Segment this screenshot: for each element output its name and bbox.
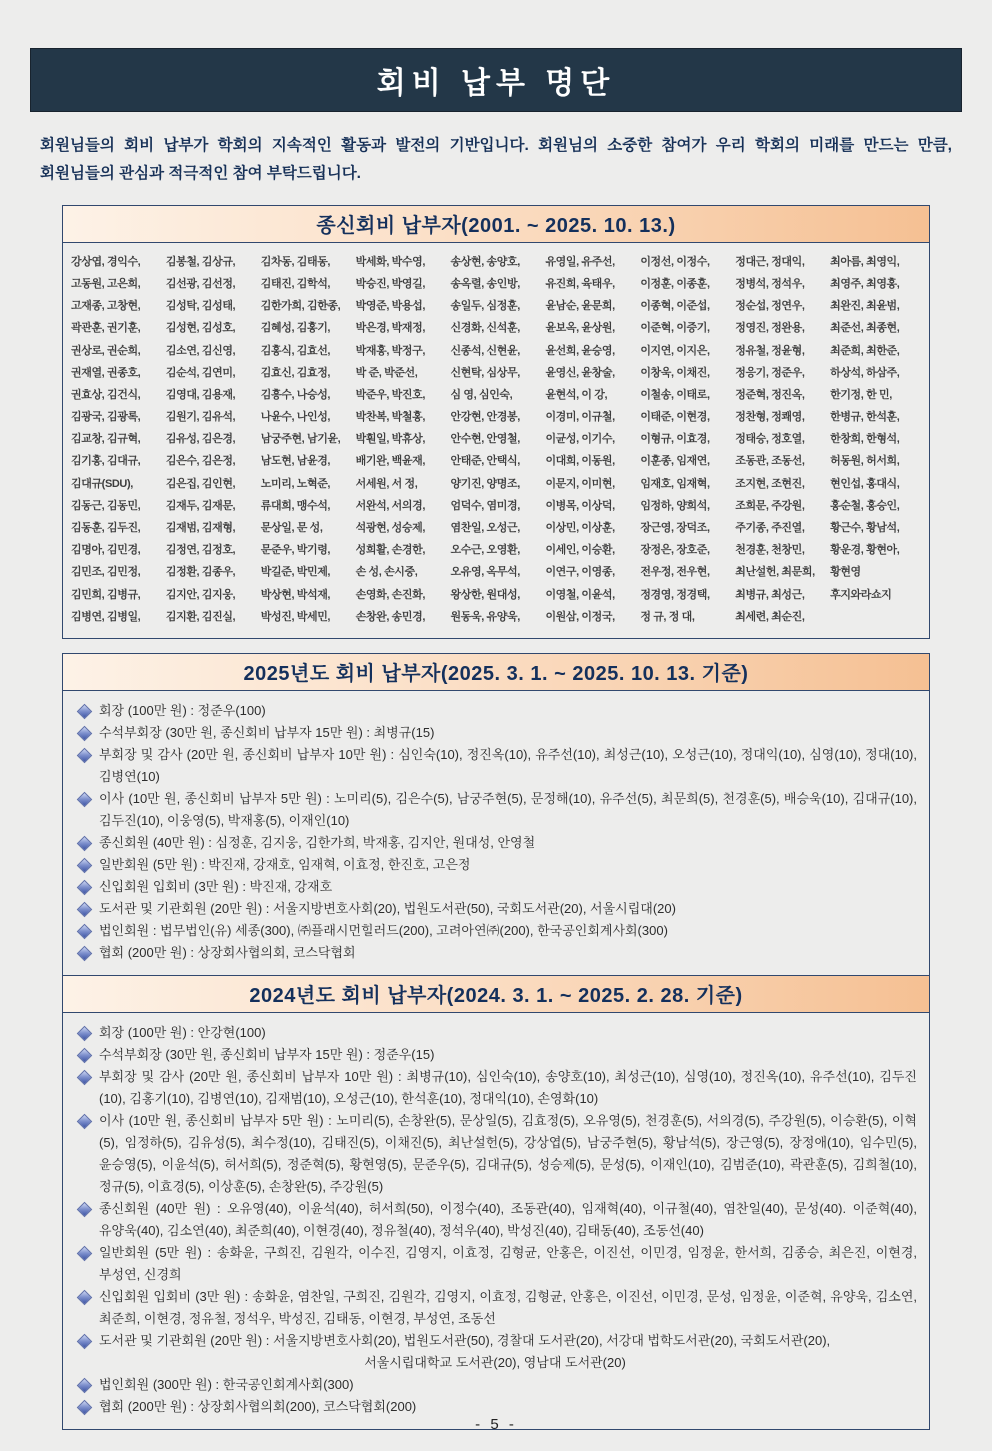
fee-list-item-text: 협회 (200만 원) : 상장회사협의회, 코스닥협회 bbox=[99, 944, 356, 960]
member-name-cell: 정응기, 정준우, bbox=[735, 366, 805, 379]
member-name-cell: 이균성, 이기수, bbox=[545, 433, 615, 446]
member-name-cell: 최난설헌, 최문희, bbox=[735, 566, 815, 579]
fee-list-item bbox=[73, 832, 917, 854]
member-name-cell: 안수현, 안영철, bbox=[450, 433, 520, 446]
member-name-cell: 박 준, 박준선, bbox=[355, 366, 418, 379]
member-name-cell: 김교창, 김규혁, bbox=[71, 433, 141, 446]
member-name-cell: 한창희, 한형석, bbox=[830, 433, 900, 446]
fee-list-item-text: 일반회원 (5만 원) : 송화윤, 구희진, 김원각, 이수진, 김영지, 이효정, 김형균, 안홍은, 이진선, 이민경, 임정윤, 한서희, 김종승, 최은진, 이현경, 부성연, 신경희 bbox=[99, 1244, 917, 1282]
member-name-cell: 나윤수, 나인성, bbox=[260, 411, 331, 424]
member-name-cell: 윤선희, 윤승영, bbox=[545, 344, 615, 357]
member-name-cell: 손영화, 손진화, bbox=[355, 588, 425, 601]
member-name-cell: 김민희, 김병규, bbox=[71, 588, 141, 601]
member-name-cell: 문상일, 문 성, bbox=[260, 522, 323, 535]
member-name-cell: 류대희, 맹수석, bbox=[260, 499, 331, 512]
member-name-cell: 이문지, 이미현, bbox=[545, 477, 615, 490]
member-name-cell: 양기진, 양명조, bbox=[450, 477, 520, 490]
member-name-cell: 이상민, 이상훈, bbox=[545, 522, 615, 535]
member-name-cell: 심 영, 심인숙, bbox=[450, 388, 513, 401]
member-name-cell: 김재범, 김재형, bbox=[165, 522, 236, 535]
diamond-bullet-icon bbox=[77, 1114, 93, 1130]
diamond-bullet-icon bbox=[77, 1290, 93, 1306]
fee-list-item bbox=[73, 700, 917, 722]
member-name-cell: 김소연, 김신영, bbox=[165, 344, 236, 357]
member-name-cell: 신종석, 신현윤, bbox=[450, 344, 520, 357]
diamond-bullet-icon bbox=[77, 880, 93, 896]
member-name-cell: 최영주, 최영홍, bbox=[830, 277, 900, 290]
member-name-cell: 주기종, 주진열, bbox=[735, 522, 805, 535]
member-name-cell: 엄덕수, 염미경, bbox=[450, 499, 520, 512]
fee-list-item-text: 신입회원 입회비 (3만 원) : 송화윤, 염찬일, 구희진, 김원각, 김영지, 이효정, 김형균, 안홍은, 이진선, 이민경, 문성, 임정윤, 이준혁, 유양욱, 김소연, 최준희, 이현경, 정유철, 정석우, 박성진, 김태동, 이현경, 부성연, 조동선 bbox=[99, 1288, 917, 1326]
member-name-cell: 송옥렬, 송인방, bbox=[450, 277, 520, 290]
member-name-cell: 김정환, 김종우, bbox=[165, 566, 236, 579]
member-name-cell: 정대근, 정대익, bbox=[735, 255, 805, 268]
member-name-cell: 이태준, 이현경, bbox=[640, 411, 710, 424]
member-name-cell: 오수근, 오영환, bbox=[450, 544, 520, 557]
member-name-cell: 정경영, 정경택, bbox=[640, 588, 710, 601]
member-name-cell: 황운경, 황현아, bbox=[830, 544, 900, 557]
member-name-cell: 박재홍, 박정구, bbox=[355, 344, 425, 357]
section-title-2025: 2025년도 회비 납부자(2025. 3. 1. ~ 2025. 10. 13. 기준) bbox=[243, 663, 749, 686]
fee-list-item bbox=[73, 744, 917, 788]
fee-list-item-continuation: 서울시립대학교 도서관(20), 영남대 도서관(20) bbox=[364, 1354, 626, 1370]
fee-list-item-text: 법인회원 : 법무법인(유) 세종(300), ㈜플래시먼힐러드(200), 고려아연㈜(200), 한국공인회계사회(300) bbox=[99, 922, 668, 938]
fee-list-item bbox=[73, 1066, 917, 1110]
fee-list-item bbox=[73, 1110, 917, 1198]
sections-container bbox=[62, 205, 930, 1430]
member-name-cell: 노미리, 노혁준, bbox=[260, 477, 331, 490]
member-name-cell: 권재열, 권종호, bbox=[71, 366, 141, 379]
member-name-cell: 이형규, 이효경, bbox=[640, 433, 710, 446]
member-name-cell: 천경훈, 천창민, bbox=[735, 544, 805, 557]
member-name-cell: 문준우, 박기령, bbox=[260, 544, 331, 557]
section-header-2025 bbox=[62, 653, 930, 691]
section-body-2024 bbox=[62, 1013, 930, 1430]
member-name-cell: 성희활, 손경한, bbox=[355, 544, 425, 557]
diamond-bullet-icon bbox=[77, 924, 93, 940]
fee-list-item-text: 신입회원 입회비 (3만 원) : 박진재, 강재호 bbox=[99, 878, 333, 894]
diamond-bullet-icon bbox=[77, 946, 93, 962]
member-name-cell: 최세련, 최순진, bbox=[735, 610, 805, 623]
fee-list-item bbox=[73, 1198, 917, 1242]
diamond-bullet-icon bbox=[77, 1400, 93, 1416]
section-title-2024: 2024년도 회비 납부자(2024. 3. 1. ~ 2025. 2. 28. 기준) bbox=[249, 985, 743, 1008]
intro-paragraph: 회원님들의 회비 납부가 학회의 지속적인 활동과 발전의 기반입니다. 회원님의 소중한 참여가 우리 학회의 미래를 만드는 만큼, 회원님들의 관심과 적극적인 참여 부탁드립니다. bbox=[40, 137, 952, 182]
diamond-bullet-icon bbox=[77, 1048, 93, 1064]
member-name-cell: 고동원, 고은희, bbox=[71, 277, 141, 290]
fee-list-item-text: 회장 (100만 원) : 안강현(100) bbox=[99, 1024, 266, 1040]
member-name-cell: 김재두, 김재문, bbox=[165, 499, 236, 512]
member-name-cell: 박은경, 박재정, bbox=[355, 322, 425, 335]
member-name-cell: 박승진, 박영길, bbox=[355, 277, 425, 290]
section-body-2025 bbox=[62, 691, 930, 976]
member-name-cell: 이영철, 이윤석, bbox=[545, 588, 615, 601]
member-name-cell: 정 규, 정 대, bbox=[640, 610, 695, 623]
member-name-cell: 현인섭, 홍대식, bbox=[830, 477, 900, 490]
member-name-cell: 안강현, 안경봉, bbox=[450, 411, 520, 424]
member-name-cell: 이철송, 이태로, bbox=[640, 388, 710, 401]
member-name-cell: 임정하, 양희석, bbox=[640, 499, 710, 512]
member-name-cell: 송일두, 심정훈, bbox=[450, 300, 520, 313]
member-name-cell: 최준선, 최종현, bbox=[830, 322, 900, 335]
page-number: - 5 - bbox=[475, 1416, 517, 1433]
fee-list-item-text: 수석부회장 (30만 원, 종신회비 납부자 15만 원) : 정준우(15) bbox=[99, 1046, 435, 1062]
fee-list-item-text: 이사 (10만 원, 종신회비 납부자 5만 원) : 노미리(5), 김은수(5), 남궁주현(5), 문정해(10), 유주선(5), 최문희(5), 천경훈(5), 배승욱(10), 김대규(10), 김두진(10), 이웅영(5), 박재홍(5), 이재인(10) bbox=[99, 790, 917, 828]
diamond-bullet-icon bbox=[77, 792, 93, 808]
member-name-cell: 김광국, 김광록, bbox=[71, 411, 141, 424]
fee-list-item bbox=[73, 788, 917, 832]
fee-list-item-text: 종신회원 (40만 원) : 오유영(40), 이윤석(40), 허서희(50), 이정수(40), 조동관(40), 임재혁(40), 이규철(40), 염찬일(40), 문성(40). 이준혁(40), 유양욱(40), 김소연(40), 최준희(40), 이현경(40), 정유철(40), 정석우(40), 박성진(40), 김태동(40), 조동선(40) bbox=[99, 1200, 917, 1238]
member-name-cell: 이원삼, 이정국, bbox=[545, 610, 615, 623]
member-name-cell: 김유성, 김은경, bbox=[165, 433, 236, 446]
fee-list-item-text: 회장 (100만 원) : 정준우(100) bbox=[99, 702, 266, 718]
diamond-bullet-icon bbox=[77, 1202, 93, 1218]
member-name-cell: 정태승, 정호열, bbox=[735, 433, 805, 446]
section-title-lifetime: 종신회비 납부자(2001. ~ 2025. 10. 13.) bbox=[316, 215, 676, 238]
member-name-cell: 조희문, 주강원, bbox=[735, 499, 805, 512]
member-name-cell: 김선광, 김선정, bbox=[165, 277, 236, 290]
member-name-cell: 정병석, 정석우, bbox=[735, 277, 805, 290]
diamond-bullet-icon bbox=[77, 1026, 93, 1042]
member-name-cell: 김성탁, 김성태, bbox=[165, 300, 236, 313]
member-name-cell: 이경미, 이규철, bbox=[545, 411, 615, 424]
member-name-cell: 남도현, 남윤경, bbox=[260, 455, 331, 468]
member-name-cell: 강상엽, 경익수, bbox=[71, 255, 141, 268]
member-name-cell: 석광현, 성승제, bbox=[355, 522, 425, 535]
member-name-cell: 원동욱, 유양욱, bbox=[450, 610, 520, 623]
member-name-cell: 윤영신, 윤창술, bbox=[545, 366, 615, 379]
member-name-cell: 김명아, 김민경, bbox=[71, 544, 141, 557]
member-name-cell: 김정연, 김정호, bbox=[165, 544, 236, 557]
member-name-cell: 조지현, 조현진, bbox=[735, 477, 805, 490]
member-name-cell: 김순석, 김연미, bbox=[165, 366, 236, 379]
member-name-cell: 송상현, 송양호, bbox=[450, 255, 520, 268]
member-name-cell: 신경화, 신석훈, bbox=[450, 322, 520, 335]
fee-list-item bbox=[73, 1396, 917, 1418]
fee-list-item bbox=[73, 1242, 917, 1286]
member-name-cell: 신현탁, 심상무, bbox=[450, 366, 520, 379]
section-body-lifetime bbox=[62, 243, 930, 639]
member-name-cell: 박세화, 박수영, bbox=[355, 255, 425, 268]
fee-list-2025 bbox=[63, 691, 929, 975]
member-name-cell: 이훈종, 임재연, bbox=[640, 455, 710, 468]
member-name-cell: 윤보옥, 윤상원, bbox=[545, 322, 615, 335]
member-name-cell: 하상석, 하삼주, bbox=[830, 366, 900, 379]
member-name-cell: 김동훈, 김두진, bbox=[71, 522, 141, 535]
member-name-cell: 윤현석, 이 강, bbox=[545, 388, 608, 401]
diamond-bullet-icon bbox=[77, 704, 93, 720]
member-name-cell: 김동근, 김동민, bbox=[71, 499, 141, 512]
member-name-cell: 김지안, 김지웅, bbox=[165, 588, 236, 601]
fee-list-item bbox=[73, 1022, 917, 1044]
member-name-cell: 이정훈, 이종훈, bbox=[640, 277, 710, 290]
member-name-cell: 안태준, 안택식, bbox=[450, 455, 520, 468]
member-name-cell: 최완진, 최윤범, bbox=[830, 300, 900, 313]
member-name-cell: 권상로, 권순희, bbox=[71, 344, 141, 357]
member-name-cell: 배기완, 백윤재, bbox=[355, 455, 425, 468]
member-name-cell: 임재호, 임재혁, bbox=[640, 477, 710, 490]
section-gap bbox=[62, 639, 930, 653]
diamond-bullet-icon bbox=[77, 858, 93, 874]
member-name-cell: 이세인, 이승환, bbox=[545, 544, 615, 557]
member-name-cell: 김은수, 김은정, bbox=[165, 455, 236, 468]
fee-list-item-text: 도서관 및 기관회원 (20만 원) : 서울지방변호사회(20), 법원도서관(50), 국회도서관(20), 서울시립대(20) bbox=[99, 900, 676, 916]
fee-list-item bbox=[73, 1044, 917, 1066]
member-name-cell: 김대규(SDU), bbox=[71, 477, 133, 490]
member-name-cell: 김태진, 김학석, bbox=[260, 277, 331, 290]
member-name-cell: 김성현, 김성호, bbox=[165, 322, 236, 335]
member-name-cell: 박훤일, 박휴상, bbox=[355, 433, 425, 446]
member-name-cell: 정영진, 정완용, bbox=[735, 322, 805, 335]
member-name-cell: 최병규, 최성근, bbox=[735, 588, 805, 601]
member-name-cell: 황현영 bbox=[830, 566, 861, 579]
diamond-bullet-icon bbox=[77, 902, 93, 918]
fee-list-item-text: 이사 (10만 원, 종신회비 납부자 5만 원) : 노미리(5), 손창완(5), 문상일(5), 김효정(5), 오유영(5), 천경훈(5), 서의경(5), 주강원(5), 이승환(5), 이혁(5), 임정하(5), 김유성(5), 최수정(10), 김태진(5), 이채진(5), 최난설헌(5), 강상엽(5), 남궁주현(5), 황남석(5), 장근영(5), 장정애(10), 임수민(5), 윤승영(5), 이윤석(5), 허서희(5), 정준혁(5), 황현영(5), 문준우(5), 김대규(5), 성승제(5), 문성(5), 이재인(10), 김범준(10), 곽관훈(5), 김희철(10), 정규(5), 이효경(5), 이상훈(5), 손창완(5), 주강원(5) bbox=[99, 1112, 917, 1194]
member-name-cell: 정유철, 정윤형, bbox=[735, 344, 805, 357]
diamond-bullet-icon bbox=[77, 1334, 93, 1350]
fee-list-item bbox=[73, 942, 917, 964]
member-name-cell: 최아름, 최영익, bbox=[830, 255, 900, 268]
member-name-cell: 정준혁, 정진옥, bbox=[735, 388, 805, 401]
member-name-cell: 김봉철, 김상규, bbox=[165, 255, 236, 268]
fee-list-item-text: 도서관 및 기관회원 (20만 원) : 서울지방변호사회(20), 법원도서관(50), 경찰대 도서관(20), 서강대 법학도서관(20), 국회도서관(20), bbox=[99, 1332, 831, 1348]
member-name-cell: 김영대, 김용재, bbox=[165, 388, 236, 401]
member-name-cell: 이지연, 이지은, bbox=[640, 344, 710, 357]
member-name-cell: 김병연, 김병일, bbox=[71, 610, 141, 623]
member-name-cell: 남궁주현, 남기윤, bbox=[260, 433, 341, 446]
member-name-cell: 윤남순, 윤문희, bbox=[545, 300, 615, 313]
fee-list-item bbox=[73, 1374, 917, 1396]
member-name-cell: 김은집, 김인현, bbox=[165, 477, 236, 490]
member-name-cell: 최준희, 최한준, bbox=[830, 344, 900, 357]
diamond-bullet-icon bbox=[77, 1246, 93, 1262]
member-name-cell: 유진희, 육태우, bbox=[545, 277, 615, 290]
member-name-cell: 이종혁, 이준섭, bbox=[640, 300, 710, 313]
member-name-cell: 박찬복, 박철홍, bbox=[355, 411, 425, 424]
member-name-cell: 박영준, 박용섭, bbox=[355, 300, 425, 313]
diamond-bullet-icon bbox=[77, 836, 93, 852]
member-name-cell: 정찬형, 정쾌영, bbox=[735, 411, 805, 424]
member-name-cell: 권효상, 김건식, bbox=[71, 388, 141, 401]
member-name-cell: 김혜성, 김홍기, bbox=[260, 322, 331, 335]
member-name-cell: 후지와라쇼지 bbox=[830, 588, 892, 601]
fee-list-item-text: 법인회원 (300만 원) : 한국공인회계사회(300) bbox=[99, 1376, 354, 1392]
page-title: 회비 납부 명단 bbox=[376, 67, 616, 100]
member-name-cell: 김원기, 김유석, bbox=[165, 411, 236, 424]
member-name-cell: 전우정, 전우현, bbox=[640, 566, 710, 579]
fee-list-item bbox=[73, 898, 917, 920]
fee-list-item bbox=[73, 854, 917, 876]
member-name-cell: 한병규, 한석훈, bbox=[830, 411, 900, 424]
section-header-lifetime bbox=[62, 205, 930, 243]
member-name-cell: 고재종, 고창현, bbox=[71, 300, 141, 313]
fee-list-item bbox=[73, 722, 917, 744]
member-name-cell: 홍순철, 홍승인, bbox=[830, 499, 900, 512]
member-name-cell: 김민조, 김민정, bbox=[71, 566, 141, 579]
member-name-cell: 김차동, 김태동, bbox=[260, 255, 331, 268]
member-name-cell: 장정은, 장호준, bbox=[640, 544, 710, 557]
member-name-cell: 조동관, 조동선, bbox=[735, 455, 805, 468]
fee-list-item-text: 부회장 및 감사 (20만 원, 종신회비 납부자 10만 원) : 심인숙(10), 정진옥(10), 유주선(10), 최성근(10), 오성근(10), 정대익(10), 심영(10), 정대(10), 김병연(10) bbox=[99, 746, 917, 784]
fee-list-item bbox=[73, 1330, 917, 1352]
member-name-cell: 이병목, 이상덕, bbox=[545, 499, 615, 512]
member-name-cell: 손창완, 송민경, bbox=[355, 610, 425, 623]
member-name-cell: 김효신, 김효정, bbox=[260, 366, 331, 379]
diamond-bullet-icon bbox=[77, 1378, 93, 1394]
member-name-cell: 이대희, 이동원, bbox=[545, 455, 615, 468]
member-name-cell: 곽관훈, 권기훈, bbox=[71, 322, 141, 335]
member-name-cell: 박길준, 박민제, bbox=[260, 566, 331, 579]
member-name-cell: 김홍식, 김효선, bbox=[260, 344, 331, 357]
member-name-cell: 김한가희, 김한종, bbox=[260, 300, 341, 313]
fee-list-item-text: 수석부회장 (30만 원, 종신회비 납부자 15만 원) : 최병규(15) bbox=[99, 724, 435, 740]
fee-list-item-text: 협회 (200만 원) : 상장회사협의회(200), 코스닥협회(200) bbox=[99, 1398, 417, 1414]
member-name-cell: 이창욱, 이채진, bbox=[640, 366, 710, 379]
member-name-cell: 유영일, 유주선, bbox=[545, 255, 615, 268]
member-name-cell: 오유영, 옥무석, bbox=[450, 566, 520, 579]
member-name-cell: 허동원, 허서희, bbox=[830, 455, 900, 468]
document-title-bar bbox=[30, 48, 962, 112]
member-name-cell: 김흥수, 나승성, bbox=[260, 388, 331, 401]
lifetime-members-grid bbox=[63, 243, 929, 638]
member-name-cell: 김지환, 김진실, bbox=[165, 610, 236, 623]
member-name-cell bbox=[830, 606, 925, 628]
diamond-bullet-icon bbox=[77, 726, 93, 742]
fee-list-item bbox=[73, 1286, 917, 1330]
member-name-cell: 장근영, 장덕조, bbox=[640, 522, 710, 535]
member-name-cell: 한기정, 한 민, bbox=[830, 388, 892, 401]
member-name-cell: 왕상한, 원대성, bbox=[450, 588, 520, 601]
section-header-2024 bbox=[62, 976, 930, 1013]
fee-list-item bbox=[73, 920, 917, 942]
fee-list-item-text: 일반회원 (5만 원) : 박진재, 강재호, 임재혁, 이효정, 한진호, 고은정 bbox=[99, 856, 471, 872]
member-name-cell: 김기홍, 김대규, bbox=[71, 455, 141, 468]
member-name-cell: 정순섭, 정연우, bbox=[735, 300, 805, 313]
diamond-bullet-icon bbox=[77, 748, 93, 764]
member-name-cell: 박상현, 박석재, bbox=[260, 588, 331, 601]
member-name-cell: 이연구, 이영종, bbox=[545, 566, 615, 579]
member-name-cell: 서완석, 서의경, bbox=[355, 499, 425, 512]
member-name-cell: 이정선, 이정수, bbox=[640, 255, 710, 268]
member-name-cell: 서세원, 서 정, bbox=[355, 477, 418, 490]
diamond-bullet-icon bbox=[77, 1070, 93, 1086]
member-name-cell: 박준우, 박진호, bbox=[355, 388, 425, 401]
fee-list-item-text: 부회장 및 감사 (20만 원, 종신회비 납부자 10만 원) : 최병규(10), 심인숙(10), 송양호(10), 최성근(10), 심영(10), 정진옥(10), 유주선(10), 김두진(10), 김홍기(10), 김병연(10), 김재범(10), 오성근(10), 한석훈(10), 정대익(10), 손영화(10) bbox=[99, 1068, 917, 1106]
member-name-cell: 염찬일, 오성근, bbox=[450, 522, 520, 535]
fee-list-2024 bbox=[63, 1013, 929, 1429]
member-name-cell: 손 성, 손시중, bbox=[355, 566, 418, 579]
fee-list-item-text: 종신회원 (40만 원) : 심정훈, 김지웅, 김한가희, 박재홍, 김지안, 원대성, 안영철 bbox=[99, 834, 536, 850]
fee-list-item bbox=[73, 876, 917, 898]
member-name-cell: 이준혁, 이증기, bbox=[640, 322, 710, 335]
member-name-cell: 황근수, 황남석, bbox=[830, 522, 900, 535]
member-name-cell: 박성진, 박세민, bbox=[260, 610, 331, 623]
